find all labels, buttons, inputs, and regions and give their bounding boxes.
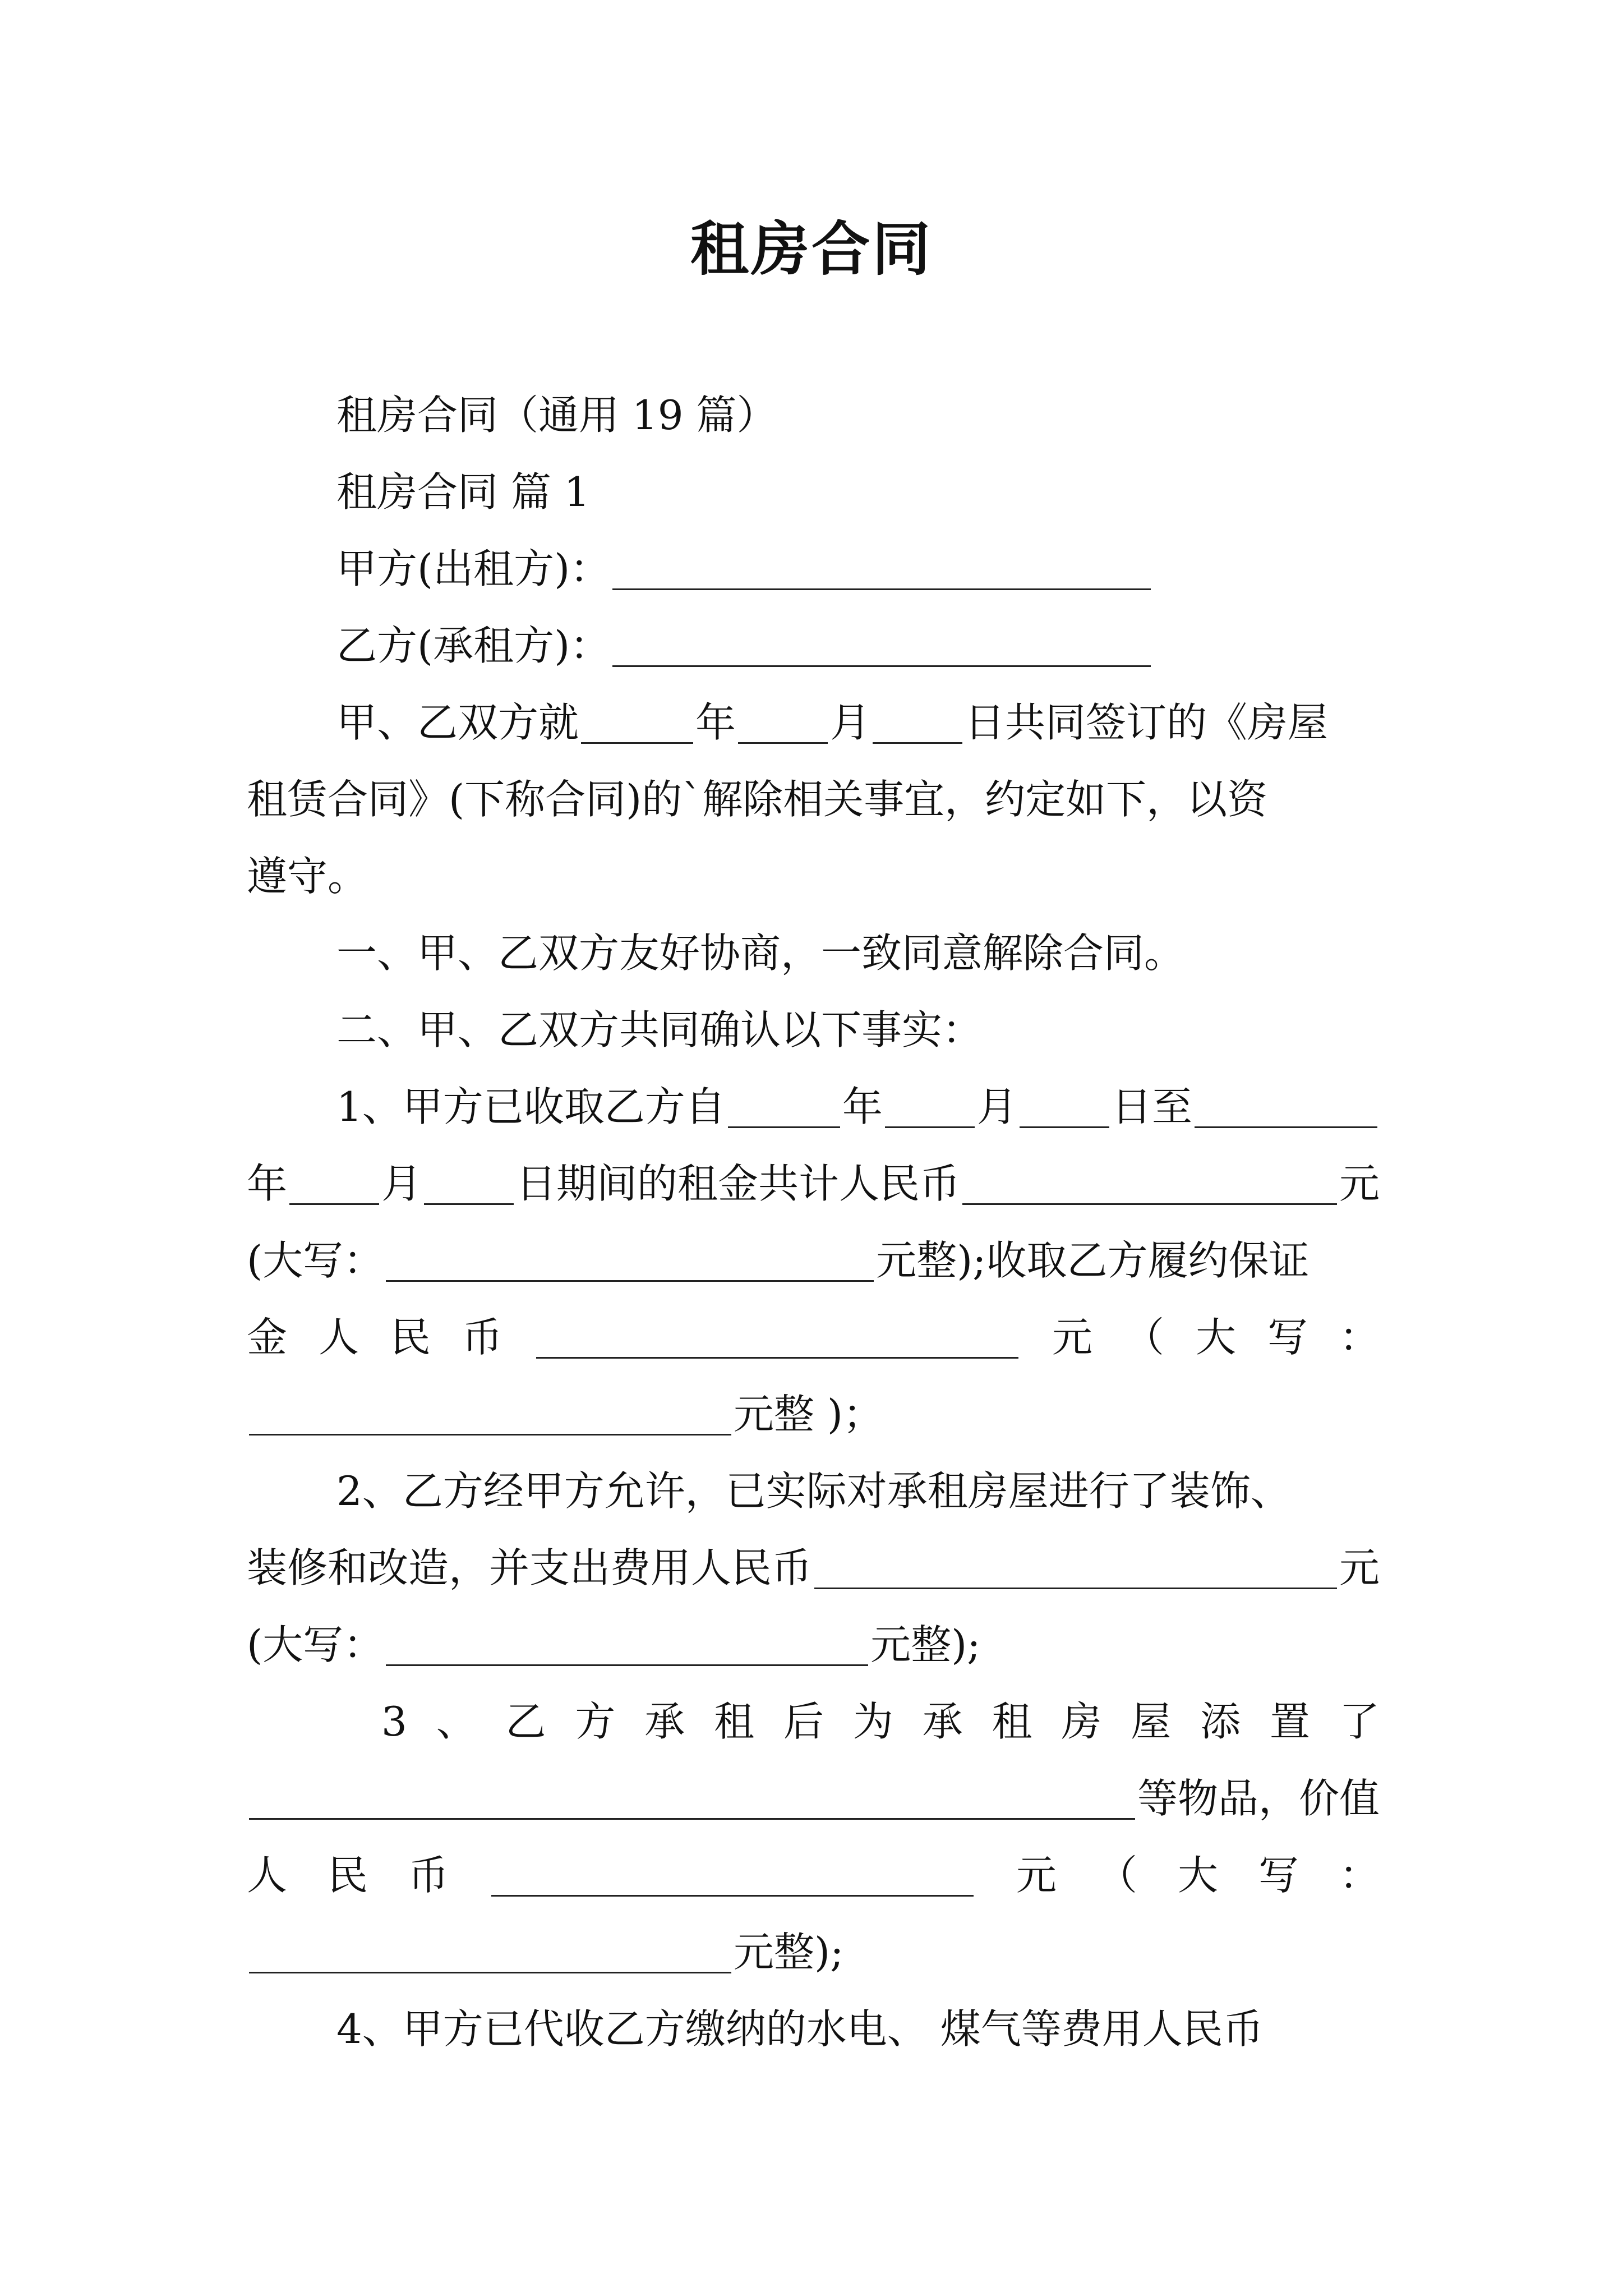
year-label: 年 [842,1083,883,1130]
item-2-line-3 [247,1605,1380,1684]
section-heading [247,453,1380,531]
char: （ [1096,1852,1137,1899]
end-day-blank[interactable] [424,1163,514,1205]
rent-amount-blank[interactable] [962,1163,1337,1205]
char: 了 [1339,1698,1380,1745]
item-3-line-4 [247,1913,1380,1991]
party-b-line [247,606,1380,685]
capital-label: (大写： [247,1621,384,1668]
char: 写 [1258,1852,1299,1899]
char: 币 [462,1314,503,1361]
document-title: 租房合同 [690,214,933,283]
clause-1-text: 一、甲、乙双方友好协商，一致同意解除合同。 [336,930,1185,977]
party-b-label: 乙方(承租方)： [336,622,611,669]
item-2-text: 2、乙方经甲方允许，已实际对承租房屋进行了装饰、 [336,1467,1291,1515]
item-2-line-1 [247,1452,1380,1530]
yuan-label: 元 [1339,1544,1380,1591]
item-1-text: 元整);收取乙方履约保证 [876,1237,1310,1284]
char: 币 [408,1852,449,1899]
deposit-amount-blank[interactable] [536,1317,1018,1359]
item-3-line-3 [247,1836,1380,1915]
renovation-capital-blank[interactable] [386,1624,868,1666]
char: 写 [1267,1314,1308,1361]
start-day-blank[interactable] [1020,1086,1109,1128]
document-subtitle [247,376,1380,454]
char: 大 [1195,1314,1236,1361]
char: 民 [328,1852,368,1899]
section-heading-text: 租房合同 篇 1 [336,468,590,516]
item-1-line-5 [247,1375,1380,1453]
item-1-line-3 [247,1221,1380,1300]
clause-2-text: 二、甲、乙双方共同确认以下事实： [336,1006,983,1053]
date-year-blank[interactable] [581,702,693,744]
char: 元 [1016,1852,1057,1899]
char: 承 [644,1698,685,1745]
item-1-line-2 [247,1144,1380,1223]
added-items-blank[interactable] [249,1778,1135,1820]
clause-1 [247,914,1380,992]
start-year-blank[interactable] [728,1086,840,1128]
year-label: 年 [695,699,736,746]
item-3-text: 等物品，价值 [1137,1775,1380,1822]
party-a-blank[interactable] [612,548,1151,590]
char: 元 [1052,1314,1092,1361]
item-1-text: 日期间的租金共计人民币 [516,1160,961,1207]
char: 大 [1177,1852,1218,1899]
item-1-text: 元整 )； [734,1391,883,1438]
capital-label: (大写： [247,1237,384,1284]
char: 租 [992,1698,1032,1745]
char: 乙 [505,1698,546,1745]
char: 房 [1061,1698,1102,1745]
deposit-capital-blank[interactable] [249,1393,731,1435]
intro-text: 日共同签订的《房屋 [965,699,1329,746]
char: 后 [783,1698,824,1745]
intro-line-1 [247,683,1380,762]
year-label: 年 [247,1160,288,1207]
intro-line-2 [247,760,1380,839]
start-month-blank[interactable] [885,1086,975,1128]
item-4-text: 4、甲方已代收乙方缴纳的水电、 煤气等费用人民币 [336,2005,1264,2053]
date-month-blank[interactable] [738,702,828,744]
char: 屋 [1131,1698,1172,1745]
items-capital-blank[interactable] [249,1931,731,1973]
item-2-text: 元整); [870,1621,981,1668]
item-3-line-2 [247,1759,1380,1838]
char: 人 [319,1314,359,1361]
char: ： [1339,1314,1380,1361]
renovation-amount-blank[interactable] [814,1547,1337,1589]
item-2-line-2 [247,1529,1380,1607]
char: 人 [247,1852,288,1899]
char: 、 [436,1698,477,1745]
party-b-blank[interactable] [612,625,1151,667]
char: 3 [381,1698,407,1745]
item-1-line-1 [247,1068,1380,1146]
date-day-blank[interactable] [873,702,962,744]
char: 添 [1200,1698,1241,1745]
char: 为 [852,1698,893,1745]
intro-line-3 [247,837,1380,915]
clause-2 [247,991,1380,1069]
item-2-text: 装修和改造，并支出费用人民币 [247,1544,813,1591]
char: ： [1339,1852,1380,1899]
item-1-text: 1、甲方已收取乙方自 [336,1083,726,1130]
intro-text: 甲、乙双方就 [336,699,579,746]
intro-text: 遵守。 [247,853,368,900]
item-3-text: 元整); [734,1929,844,1976]
month-label: 月 [976,1083,1017,1130]
month-label: 月 [381,1160,422,1207]
char: 民 [390,1314,431,1361]
party-a-line [247,530,1380,608]
char: 方 [575,1698,616,1745]
item-1-text: 日至 [1111,1083,1192,1130]
rent-capital-blank[interactable] [386,1240,874,1282]
char: 置 [1269,1698,1310,1745]
month-label: 月 [830,699,871,746]
item-1-line-4 [247,1298,1380,1377]
char: 承 [922,1698,963,1745]
subtitle-text: 租房合同（通用 19 篇） [336,392,777,439]
char: 租 [714,1698,755,1745]
yuan-label: 元 [1339,1160,1380,1207]
char: （ [1123,1314,1164,1361]
char: 金 [247,1314,288,1361]
party-a-label: 甲方(出租方)： [336,545,611,592]
intro-text: 租赁合同》(下称合同)的`解除相关事宜，约定如下，以资 [247,776,1268,823]
item-4-line-1 [247,1990,1380,2068]
end-year-blank[interactable] [1195,1086,1377,1128]
items-value-blank[interactable] [491,1855,974,1897]
end-month-blank[interactable] [289,1163,379,1205]
item-3-line-1 [247,1682,1380,1761]
